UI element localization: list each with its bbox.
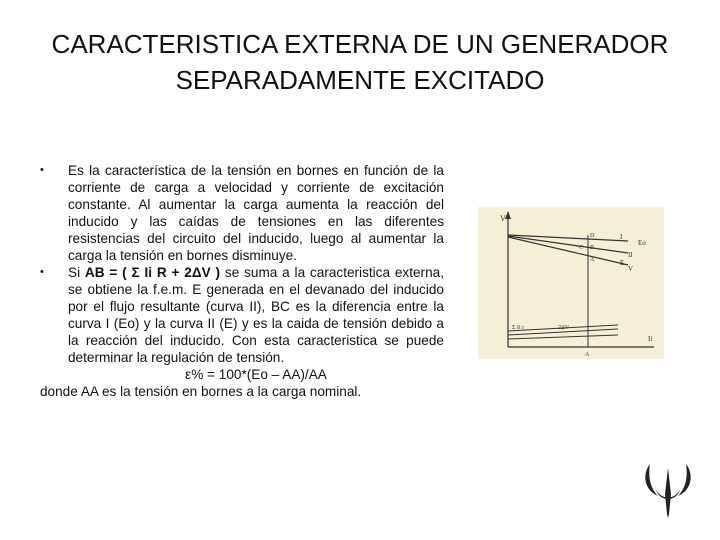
bullet-paragraph-2 bbox=[40, 264, 444, 366]
label-eo: Eo bbox=[638, 239, 646, 247]
label-x-axis: Ii bbox=[648, 335, 653, 343]
bullet-text: Es la característica de la tensión en bornes en función de la corriente de carga a velocidad y corriente de excitación constante. Al aumentar la carga aumenta la reacción del inducido y las caídas de tensiones en las diferentes resistencias del circuito del inducido, luego al aumentar la carga la tensión en bornes disminuye. bbox=[68, 163, 444, 263]
bullet-marker: • bbox=[40, 266, 44, 278]
page-title bbox=[0, 26, 720, 98]
label-c: C bbox=[579, 245, 584, 251]
label-b: B bbox=[590, 245, 595, 251]
label-v: V bbox=[628, 265, 634, 273]
bullet-text-before: Si bbox=[68, 265, 85, 280]
body-text bbox=[40, 162, 444, 400]
label-drop: Σ Ii r bbox=[512, 325, 525, 331]
label-d: D bbox=[590, 233, 595, 239]
label-v-axis: V bbox=[500, 214, 506, 223]
label-two-dv: 2ΔV bbox=[558, 325, 570, 331]
regulation-formula: ε% = 100*(Eo – AA)/AA bbox=[185, 367, 327, 382]
quake-logo-icon bbox=[640, 460, 696, 518]
label-a-lower: A bbox=[585, 352, 590, 358]
label-e: E bbox=[620, 259, 625, 267]
title-line-1: CARACTERISTICA EXTERNA DE UN GENERADOR bbox=[51, 29, 669, 59]
bullet-paragraph-1 bbox=[40, 162, 444, 264]
bullet-marker: • bbox=[40, 164, 44, 176]
formula-note: donde AA es la tensión en bornes a la carga nominal. bbox=[40, 384, 362, 399]
logo-graphic bbox=[640, 460, 696, 518]
title-line-2: SEPARADAMENTE EXCITADO bbox=[175, 65, 545, 95]
drop-line-3 bbox=[508, 335, 618, 339]
label-a-upper: A bbox=[590, 257, 595, 263]
label-ii: II bbox=[628, 251, 633, 259]
characteristic-diagram bbox=[478, 207, 664, 359]
external-characteristic-figure bbox=[478, 207, 664, 359]
y-axis-arrow bbox=[505, 211, 511, 219]
label-i: I bbox=[620, 233, 623, 241]
bullet-text-after: se suma a la caracteristica externa, se obtiene la f.e.m. E generada en el devanado del inducido por el flujo resultante (curva II), BC es la diferencia entre la curva I (Eo) y la curva II (E) y es la caida de tensión debido a la reacción del inducido. Con esta caracteristica se puede determinar la regulación de tensión. bbox=[68, 265, 444, 365]
bullet-formula: AB = ( Σ Ii R + 2ΔV ) bbox=[84, 265, 221, 280]
